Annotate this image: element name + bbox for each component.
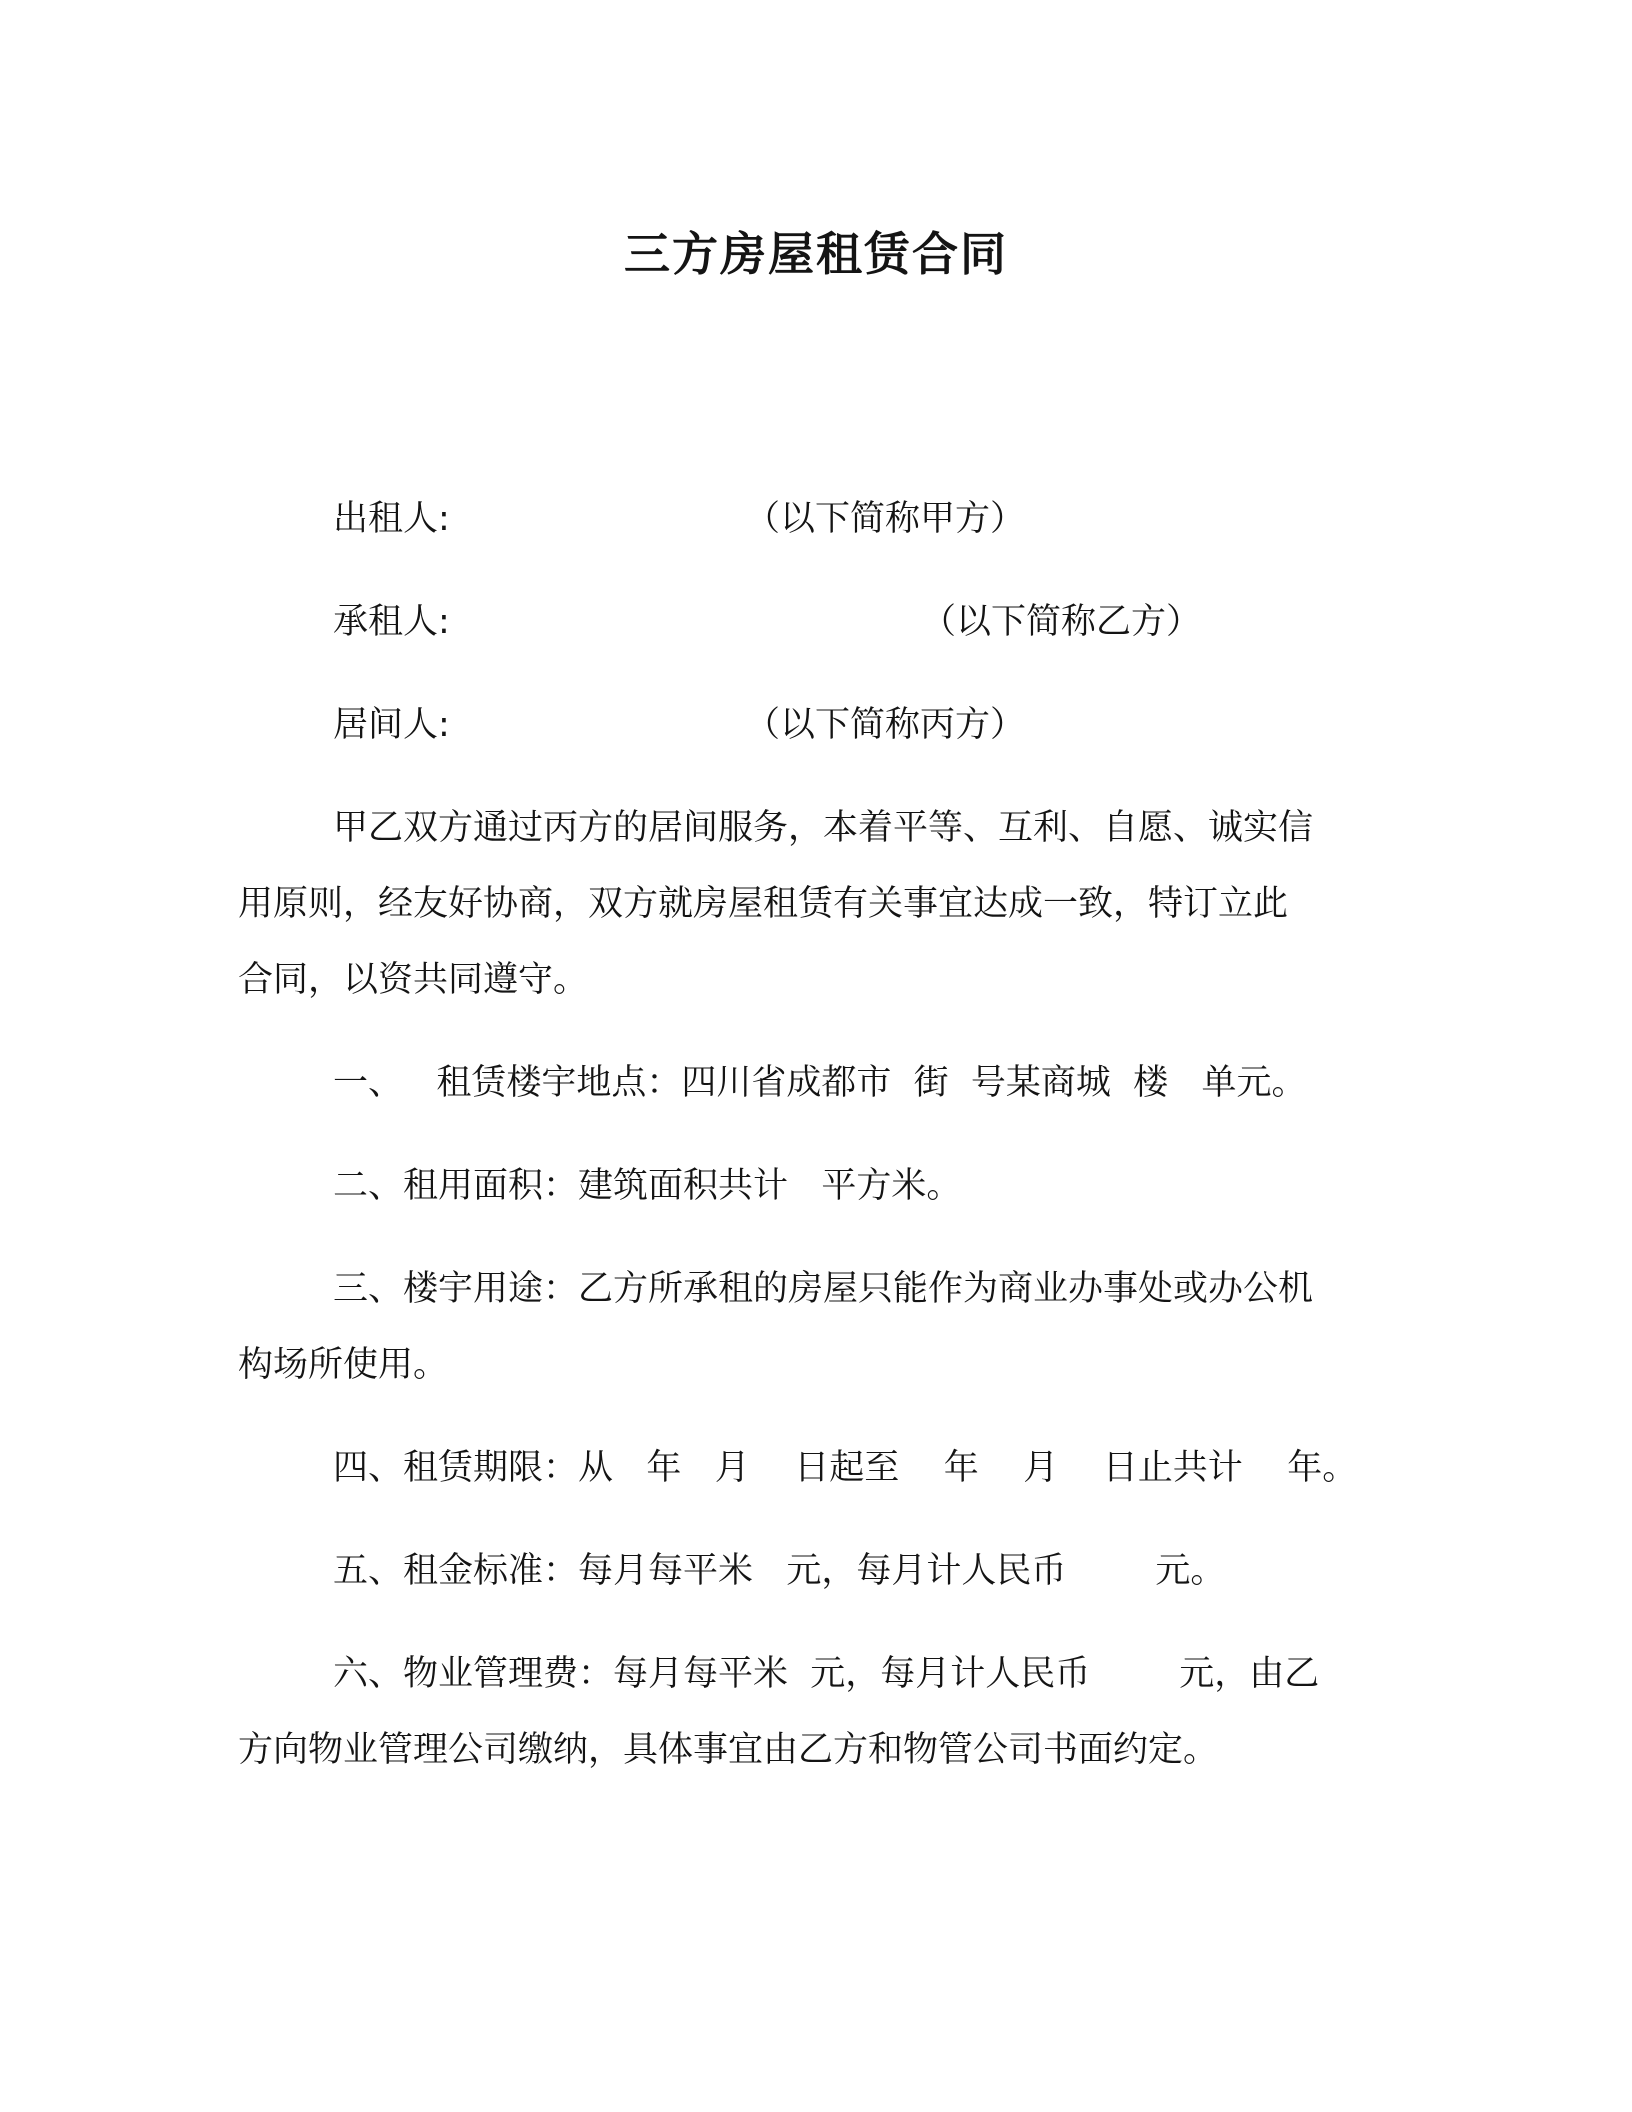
clause-4-term: 四、租赁期限：从 年 月 日起至 年 月 日止共计 年。 [333,1448,1358,1488]
preamble-line-3: 合同，以资共同遵守。 [238,960,589,1000]
clause-6-fee-line-1: 六、物业管理费：每月每平米 元，每月计人民币 元，由乙 [333,1654,1320,1694]
party-lessee-label: 承租人: [333,602,450,642]
document-title: 三方房屋租赁合同 [624,227,1008,281]
party-lessor-label: 出租人: [333,499,450,539]
clause-6-fee-line-2: 方向物业管理公司缴纳，具体事宜由乙方和物管公司书面约定。 [238,1730,1219,1770]
clause-2-area: 二、租用面积：建筑面积共计 平方米。 [333,1166,962,1206]
party-lessor-note: （以下简称甲方） [745,499,1026,539]
party-intermediary-label: 居间人: [333,705,450,745]
party-lessee-note: （以下简称乙方） [921,602,1202,642]
clause-1-location: 一、 租赁楼宇地点：四川省成都市 街 号某商城 楼 单元。 [333,1063,1307,1103]
clause-5-rent: 五、租金标准：每月每平米 元，每月计人民币 元。 [333,1551,1226,1591]
clause-3-use-line-1: 三、楼宇用途：乙方所承租的房屋只能作为商业办事处或办公机 [333,1269,1314,1309]
preamble-line-1: 甲乙双方通过丙方的居间服务，本着平等、互利、自愿、诚实信 [333,808,1314,848]
clause-3-use-line-2: 构场所使用。 [238,1345,449,1385]
party-intermediary-note: （以下简称丙方） [745,705,1026,745]
preamble-line-2: 用原则，经友好协商，双方就房屋租赁有关事宜达成一致，特订立此 [238,884,1289,924]
